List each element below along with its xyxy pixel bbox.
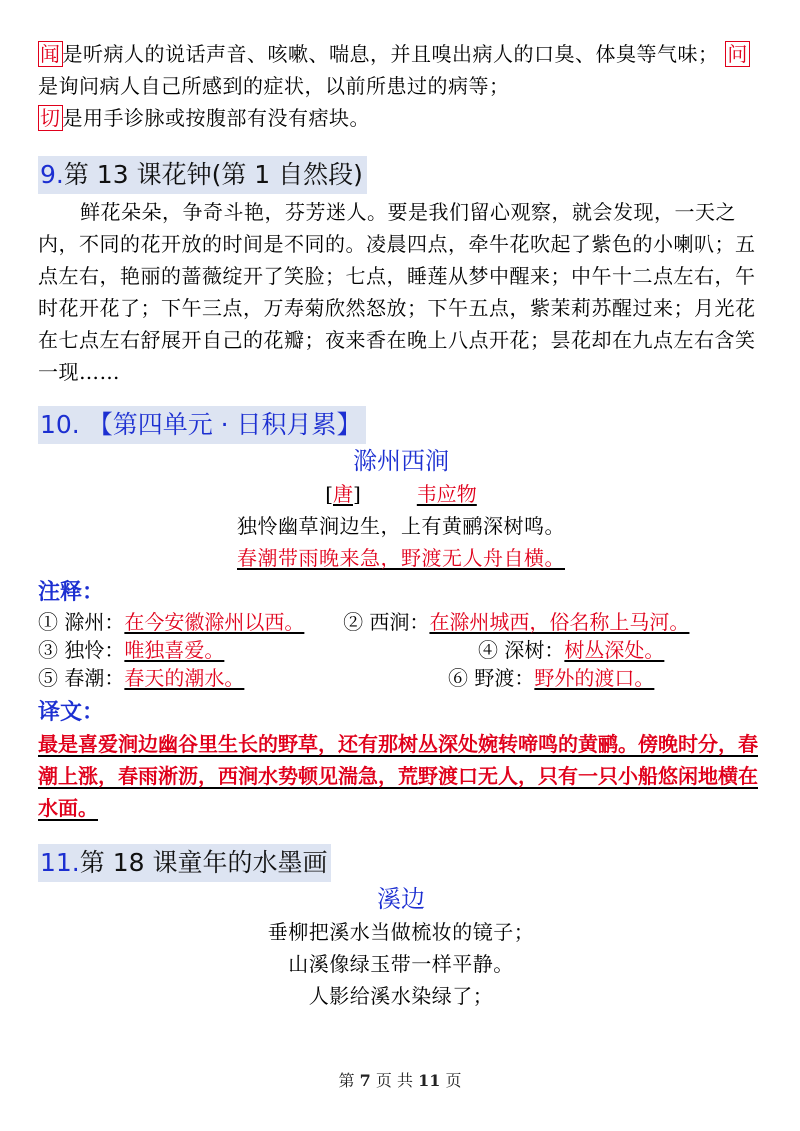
poem-dynasty bbox=[325, 482, 361, 506]
section-9-title: 第 13 课花钟(第 1 自然段) bbox=[63, 160, 363, 189]
xibian-line-3: 人影给溪水染绿了； bbox=[308, 984, 494, 1008]
note-def-2: 在滁州城西，俗名称上马河。 bbox=[429, 610, 690, 634]
footer-mid: 页 共 bbox=[375, 1071, 413, 1090]
note-term-2: ② 西涧： bbox=[343, 610, 430, 634]
section-10-title: 【第四单元 · 日积月累】 bbox=[87, 410, 362, 439]
note-term-4: ④ 深树： bbox=[478, 638, 565, 662]
note-def-5: 春天的潮水。 bbox=[124, 666, 245, 690]
section-10-heading bbox=[38, 406, 366, 444]
wen2-char: 问 bbox=[727, 42, 748, 66]
qie-text: 是用手诊脉或按腹部有没有痞块。 bbox=[62, 106, 370, 130]
poem-line-2-wrap bbox=[38, 542, 764, 574]
section-10-number: 10. bbox=[40, 410, 80, 439]
notes-row-1 bbox=[38, 608, 764, 636]
section-11-title: 第 18 课童年的水墨画 bbox=[79, 848, 328, 877]
wen-char: 闻 bbox=[40, 42, 61, 66]
poem-title-chuzhou: 滁州西涧 bbox=[353, 447, 449, 475]
section-9 bbox=[38, 156, 764, 388]
note-cell-5 bbox=[38, 664, 408, 692]
section-9-body: 鲜花朵朵，争奇斗艳，芬芳迷人。要是我们留心观察，就会发现，一天之内，不同的花开放的时间是不同的。凌晨四点，牵牛花吹起了紫色的小喇叭；五点左右，艳丽的蔷薇绽开了笑脸；七点，睡莲从梦中醒来；中午十二点左右，午时花开花了；下午三点，万寿菊欣然怒放；下午五点，紫茉莉苏醒过来；月光花在七点左右舒展开自己的花瓣；夜来香在晚上八点开花；昙花却在九点左右含笑一现…… bbox=[38, 200, 756, 384]
wen2-text: 是询问病人自己所感到的症状，以前所患过的病等； bbox=[38, 74, 510, 98]
dynasty-close-bracket: ] bbox=[353, 482, 361, 506]
xibian-line-1: 垂柳把溪水当做梳妆的镜子； bbox=[267, 920, 535, 944]
notes-row-3 bbox=[38, 664, 764, 692]
note-term-3: ③ 独怜： bbox=[38, 638, 125, 662]
note-term-1: ① 滁州： bbox=[38, 610, 125, 634]
section-11-number: 11. bbox=[40, 848, 80, 877]
footer-post: 页 bbox=[445, 1071, 462, 1090]
footer-page-number: 7 bbox=[359, 1071, 371, 1090]
poem-line-2: 春潮带雨晚来急，野渡无人舟自横。 bbox=[237, 546, 565, 570]
xibian-line-2: 山溪像绿玉带一样平静。 bbox=[288, 952, 514, 976]
note-cell-3 bbox=[38, 636, 408, 664]
qie-char: 切 bbox=[40, 106, 61, 130]
footer-pre: 第 bbox=[338, 1071, 355, 1090]
section-11-heading bbox=[38, 844, 331, 882]
intro-paragraph bbox=[38, 38, 764, 134]
notes-row-2 bbox=[38, 636, 764, 664]
note-def-4: 树丛深处。 bbox=[564, 638, 665, 662]
poem-title-xibian: 溪边 bbox=[377, 885, 425, 913]
section-11 bbox=[38, 844, 764, 1012]
section-10 bbox=[38, 406, 764, 824]
notes-label: 注释： bbox=[38, 579, 105, 605]
page-footer bbox=[0, 1068, 800, 1091]
dynasty-open-bracket: [ bbox=[325, 482, 333, 506]
note-term-5: ⑤ 春潮： bbox=[38, 666, 125, 690]
note-def-1: 在今安徽滁州以西。 bbox=[124, 610, 305, 634]
poem-author-line bbox=[38, 478, 764, 510]
note-def-6: 野外的渡口。 bbox=[534, 666, 655, 690]
document-page bbox=[38, 38, 764, 1012]
poem-author: 韦应物 bbox=[416, 482, 477, 506]
translation-label: 译文： bbox=[38, 699, 105, 725]
section-9-number: 9. bbox=[40, 160, 64, 189]
note-term-6: ⑥ 野渡： bbox=[448, 666, 535, 690]
note-cell-6 bbox=[408, 664, 764, 692]
footer-total-pages: 11 bbox=[418, 1071, 441, 1090]
section-9-heading bbox=[38, 156, 367, 194]
note-cell-4 bbox=[408, 636, 764, 664]
note-def-3: 唯独喜爱。 bbox=[124, 638, 225, 662]
poem-line-1: 独怜幽草涧边生，上有黄鹂深树鸣。 bbox=[237, 514, 565, 538]
translation-text: 最是喜爱涧边幽谷里生长的野草，还有那树丛深处婉转啼鸣的黄鹂。傍晚时分，春潮上涨，春雨淅沥，西涧水势顿见湍急，荒野渡口无人，只有一只小船悠闲地横在水面。 bbox=[38, 732, 758, 820]
dynasty-name: 唐 bbox=[333, 482, 353, 506]
wen-text: 是听病人的说话声音、咳嗽、喘息，并且嗅出病人的口臭、体臭等气味； bbox=[62, 42, 719, 66]
